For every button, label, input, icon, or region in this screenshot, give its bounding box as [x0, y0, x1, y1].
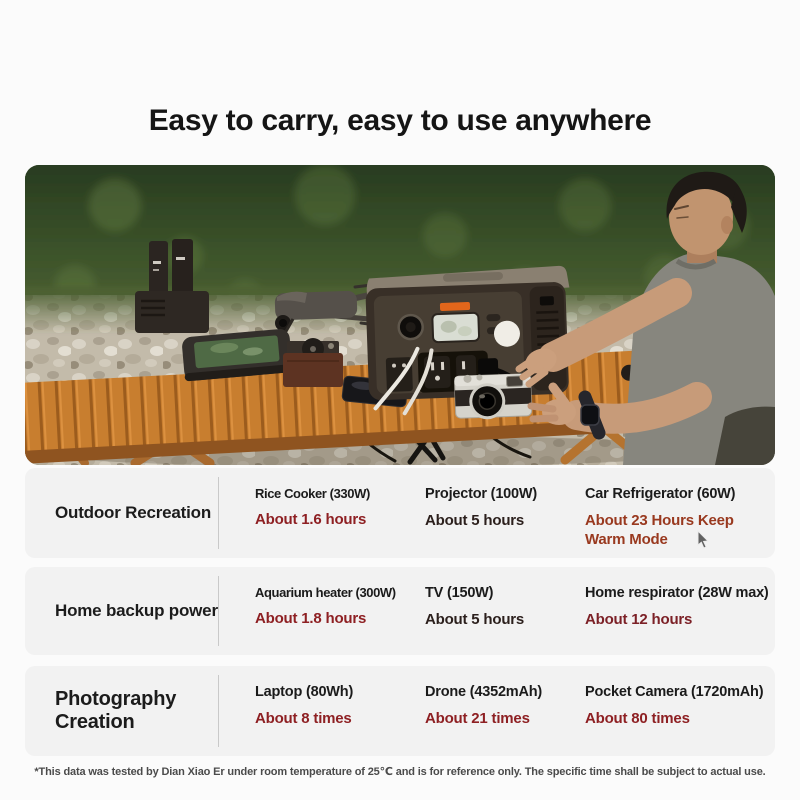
- hero-image: [25, 165, 775, 465]
- spec-cell: [425, 684, 580, 729]
- device-label: TV (150W): [425, 585, 494, 601]
- camping-scene-illustration: [25, 165, 775, 465]
- device-label: Aquarium heater (300W): [255, 585, 396, 600]
- device-label: Rice Cooker (330W): [255, 486, 370, 501]
- device-label: Drone (4352mAh): [425, 684, 543, 700]
- category-label: Outdoor Recreation: [55, 503, 212, 523]
- spec-row-outdoor-recreation: [25, 468, 775, 558]
- power-switch: [540, 296, 554, 305]
- vertical-divider: [218, 477, 219, 549]
- runtime-value: About 5 hours: [425, 512, 525, 530]
- runtime-value: About 1.6 hours: [255, 510, 367, 528]
- device-label: Pocket Camera (1720mAh): [585, 684, 764, 700]
- spec-cell: [425, 585, 580, 630]
- retro-speaker: [283, 338, 343, 387]
- vertical-divider: [218, 675, 219, 747]
- runtime-value: About 12 hours: [585, 611, 693, 629]
- brand-logo: [440, 302, 470, 311]
- device-label: Laptop (80Wh): [255, 684, 354, 700]
- spec-cell: [425, 486, 580, 531]
- retro-camera: [454, 373, 532, 421]
- runtime-value: About 8 times: [255, 710, 352, 728]
- spec-cell: [585, 486, 775, 550]
- runtime-value: About 21 times: [425, 710, 530, 728]
- runtime-value: About 1.8 hours: [255, 609, 367, 627]
- device-label: Car Refrigerator (60W): [585, 486, 736, 502]
- ear: [721, 216, 733, 234]
- spec-row-photography-creation: [25, 666, 775, 756]
- device-label: Projector (100W): [425, 486, 538, 502]
- vertical-divider: [218, 576, 219, 646]
- runtime-value: About 23 Hours Keep Warm Mode: [585, 512, 734, 549]
- category-label: Photography Creation: [55, 688, 177, 733]
- remote-controller: [181, 328, 292, 381]
- smartwatch: [581, 405, 599, 425]
- spec-cell: [255, 585, 420, 628]
- spec-cell: [585, 585, 775, 630]
- device-label: Home respirator (28W max): [585, 585, 769, 601]
- spec-row-home-backup-power: [25, 567, 775, 655]
- runtime-value: About 5 hours: [425, 611, 525, 629]
- runtime-value: About 80 times: [585, 710, 690, 728]
- spec-cell: [255, 486, 420, 529]
- page-title: Easy to carry, easy to use anywhere: [148, 104, 652, 137]
- spec-cell: [585, 684, 775, 729]
- mouse-cursor: [697, 530, 711, 549]
- footnote-disclaimer: *This data was tested by Dian Xiao Er under room temperature of 25℃ and is for reference only. The specific time shall be subject to actual use.: [34, 766, 766, 778]
- category-label: Home backup power: [55, 601, 218, 621]
- spec-cell: [255, 684, 420, 729]
